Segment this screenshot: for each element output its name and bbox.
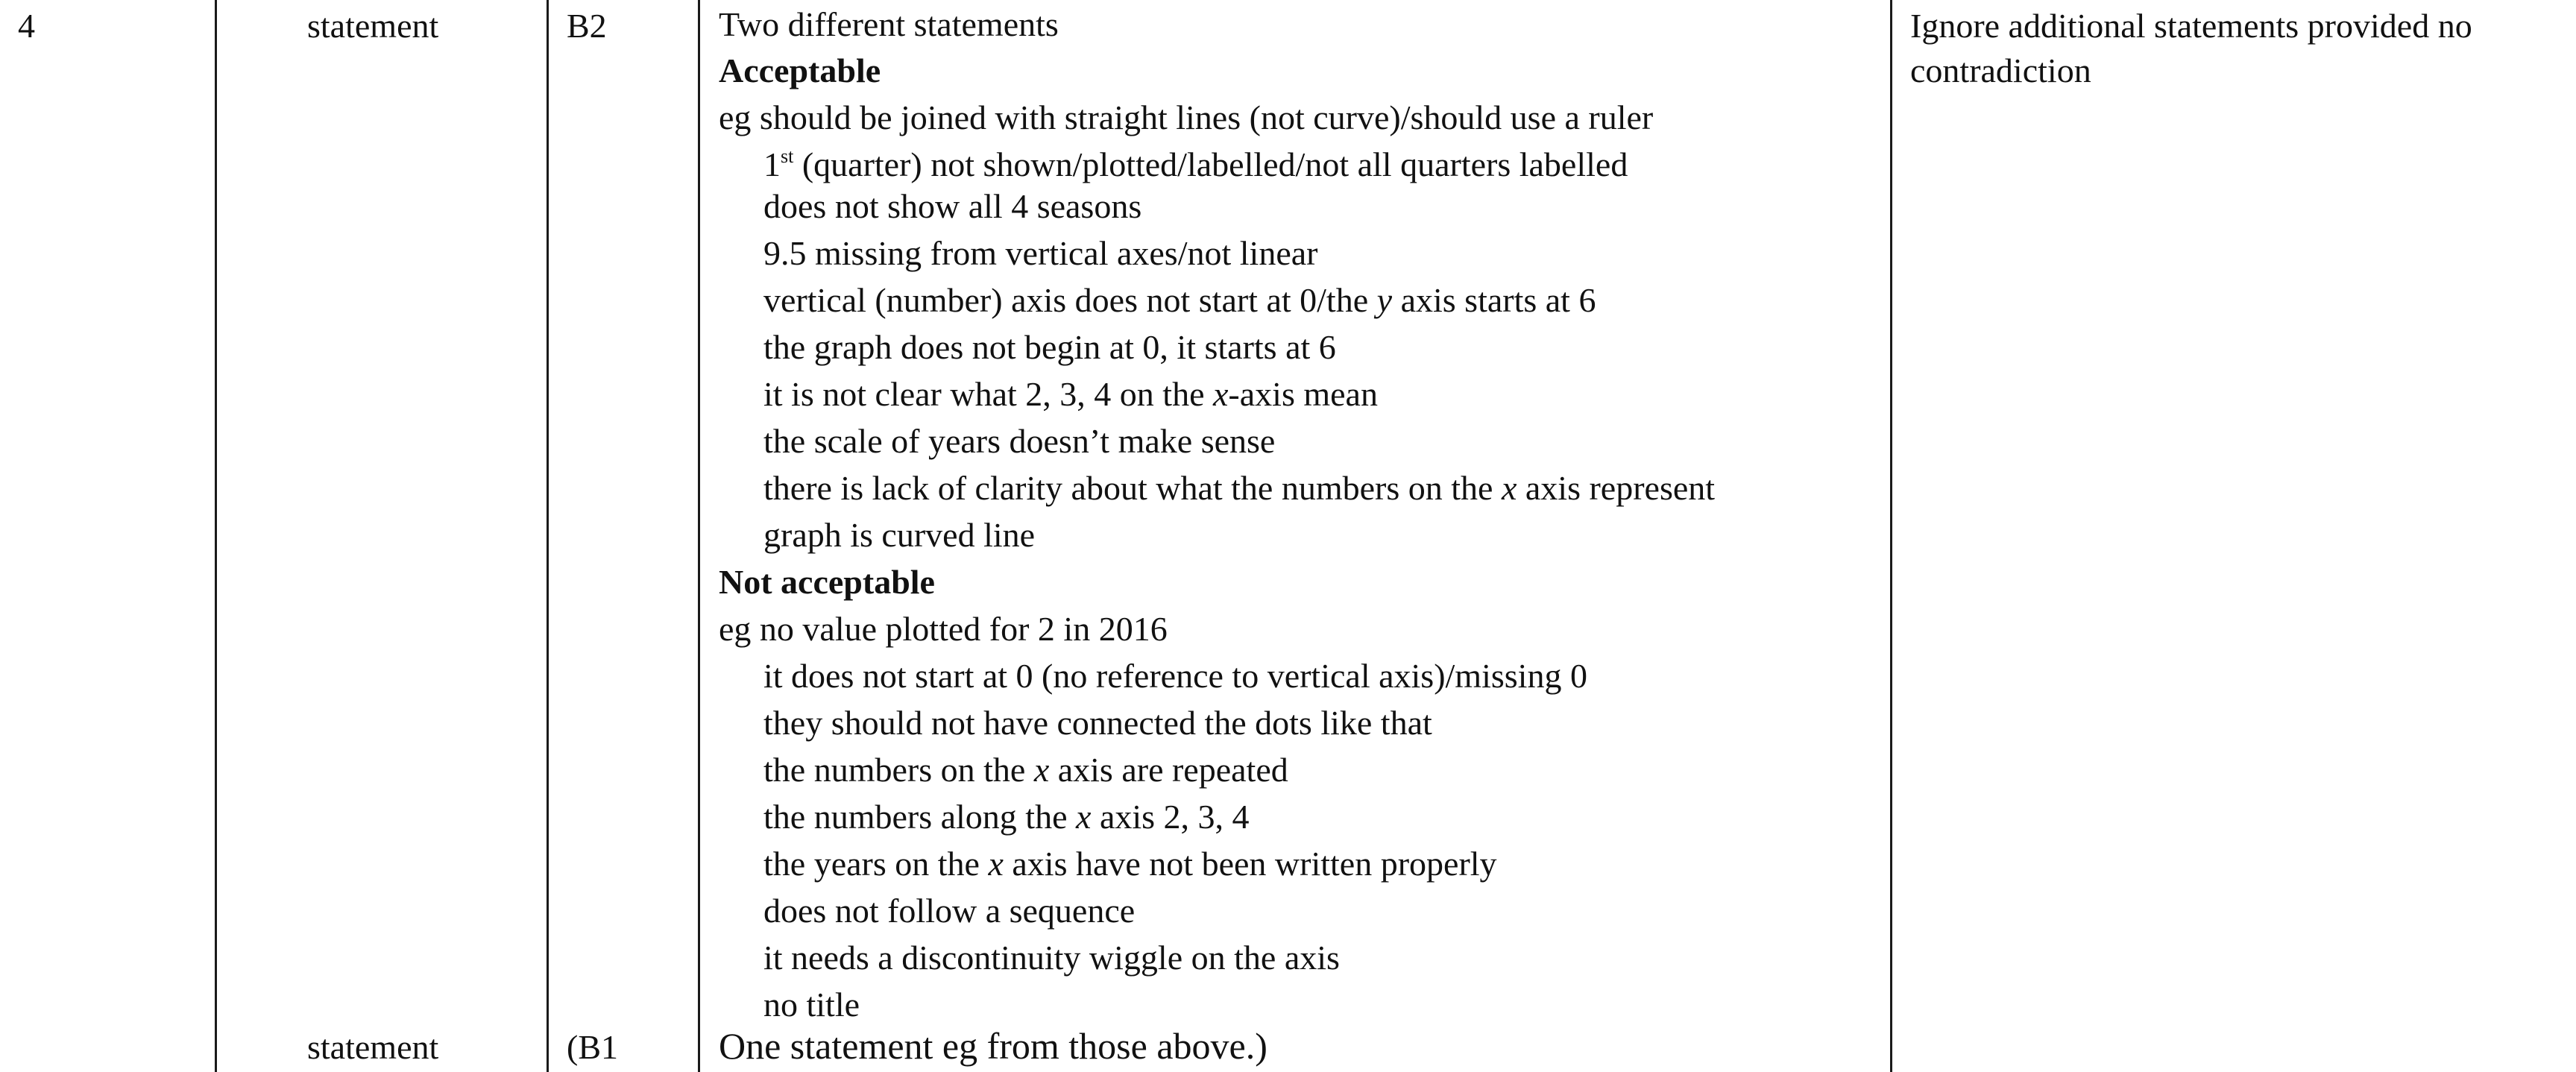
- answer-line: graph is curved line: [763, 516, 1036, 554]
- answer-line: 9.5 missing from vertical axes/not linear: [763, 234, 1318, 272]
- answer-line: [763, 145, 1628, 185]
- working-cell: statement: [307, 1028, 439, 1066]
- answer-text: axis have not been written properly: [1003, 845, 1497, 883]
- answer-line: it does not start at 0 (no reference to vertical axis)/missing 0: [763, 657, 1587, 695]
- answer-line: eg no value plotted for 2 in 2016: [719, 610, 1168, 648]
- notes-line: contradiction: [1910, 51, 2091, 89]
- answer-text: the numbers along the: [763, 798, 1077, 836]
- answer-line: it needs a discontinuity wiggle on the axis: [763, 939, 1340, 977]
- answer-text: vertical (number) axis does not start at 0/the: [763, 281, 1377, 319]
- answer-line: One statement eg from those above.): [719, 1025, 1267, 1067]
- working-cell: statement: [307, 7, 439, 45]
- answer-line: [763, 750, 1288, 790]
- math-variable: x: [1033, 751, 1050, 789]
- not-acceptable-heading: Not acceptable: [719, 563, 935, 601]
- answer-text: axis are repeated: [1049, 751, 1288, 789]
- answer-line: no title: [763, 986, 860, 1024]
- answer-line: they should not have connected the dots like that: [763, 704, 1432, 742]
- answer-line: [763, 797, 1250, 837]
- answer-text: axis 2, 3, 4: [1091, 798, 1250, 836]
- answer-line: [763, 280, 1596, 321]
- column-divider: [1890, 0, 1892, 1072]
- answer-text: the numbers on the: [763, 751, 1034, 789]
- answer-text: (quarter) not shown/plotted/labelled/not all quarters labelled: [793, 145, 1628, 183]
- answer-line: [763, 374, 1378, 414]
- answer-text: -axis mean: [1228, 375, 1378, 413]
- answer-line: does not show all 4 seasons: [763, 187, 1142, 225]
- answer-line: [763, 468, 1715, 508]
- answer-text: 1: [763, 145, 781, 183]
- mark-cell: B2: [567, 7, 607, 45]
- math-variable: y: [1376, 281, 1393, 319]
- answer-text: it is not clear what 2, 3, 4 on the: [763, 375, 1213, 413]
- math-variable: x: [988, 845, 1004, 883]
- column-divider: [215, 0, 217, 1072]
- math-variable: x: [1076, 798, 1092, 836]
- answer-line: [763, 844, 1497, 884]
- answer-line: the graph does not begin at 0, it starts at 6: [763, 328, 1336, 366]
- math-variable: x: [1501, 469, 1517, 507]
- column-divider: [547, 0, 549, 1072]
- answer-text: there is lack of clarity about what the numbers on the: [763, 469, 1502, 507]
- mark-cell: (B1: [567, 1028, 618, 1066]
- column-divider: [698, 0, 700, 1072]
- answer-line: the scale of years doesn’t make sense: [763, 422, 1276, 460]
- math-variable: x: [1213, 375, 1229, 413]
- notes-line: Ignore additional statements provided no: [1910, 7, 2472, 45]
- answer-intro: Two different statements: [719, 5, 1059, 43]
- answer-text: axis starts at 6: [1392, 281, 1596, 319]
- answer-line: eg should be joined with straight lines (not curve)/should use a ruler: [719, 98, 1654, 136]
- superscript: st: [781, 145, 794, 167]
- acceptable-heading: Acceptable: [719, 51, 881, 89]
- question-number: 4: [18, 7, 35, 45]
- answer-text: axis represent: [1517, 469, 1716, 507]
- answer-line: does not follow a sequence: [763, 892, 1136, 930]
- answer-text: the years on the: [763, 845, 989, 883]
